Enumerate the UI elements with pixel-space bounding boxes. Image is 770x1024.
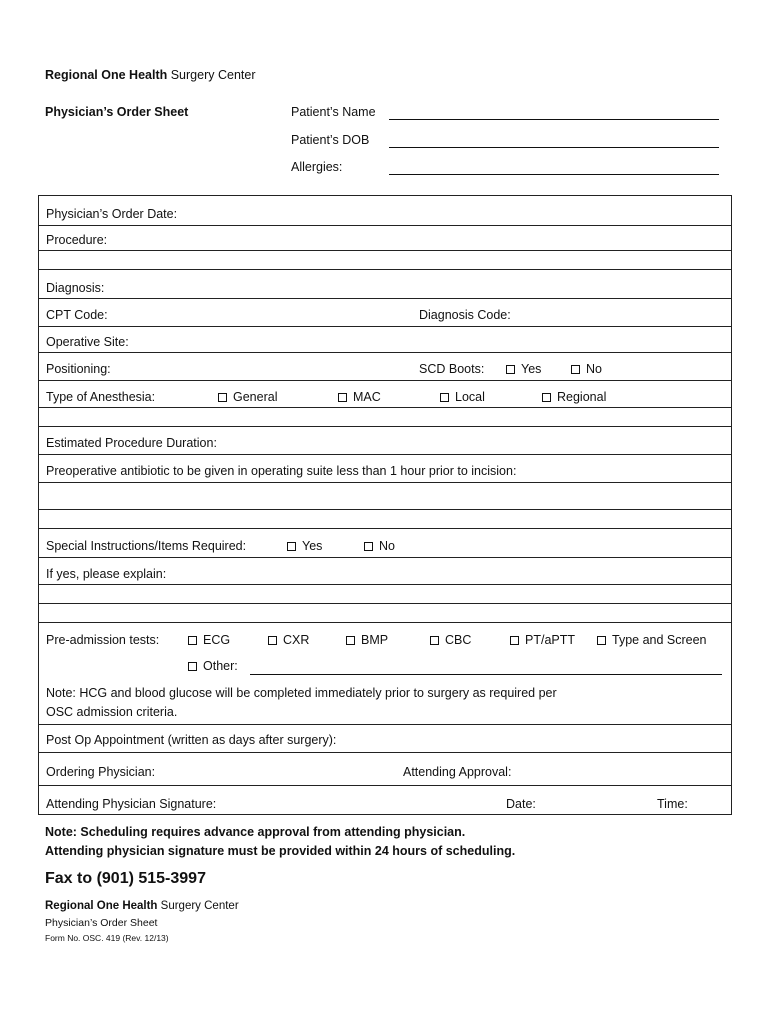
- anesthesia-local-option[interactable]: [440, 390, 485, 404]
- scd-no-option[interactable]: [571, 362, 602, 376]
- allergies-label: Allergies:: [291, 160, 343, 174]
- special-no-label: No: [379, 539, 395, 553]
- test-bmp-option[interactable]: [346, 633, 388, 647]
- test-other-option[interactable]: [188, 659, 238, 673]
- antibiotic-label: Preoperative antibiotic to be given in operating suite less than 1 hour prior to incision:: [46, 464, 517, 478]
- positioning-label: Positioning:: [46, 362, 111, 376]
- test-ecg-label: ECG: [203, 633, 231, 647]
- preadmission-label: Pre-admission tests:: [46, 633, 160, 647]
- order-date-label: Physician’s Order Date:: [46, 207, 178, 221]
- form-title: Physician’s Order Sheet: [45, 105, 189, 119]
- checkbox-icon[interactable]: [542, 393, 551, 402]
- scd-no-label: No: [586, 362, 602, 376]
- org-name: [45, 68, 255, 82]
- checkbox-icon[interactable]: [268, 636, 277, 645]
- footer-org-name: [45, 900, 239, 912]
- checkbox-icon[interactable]: [440, 393, 449, 402]
- time-label: Time:: [657, 797, 688, 811]
- scheduling-note: Note: Scheduling requires advance approval from attending physician.: [45, 825, 466, 839]
- test-cbc-option[interactable]: [430, 633, 471, 647]
- fax-number: Fax to (901) 515-3997: [45, 870, 206, 887]
- procedure-label: Procedure:: [46, 233, 108, 247]
- test-cxr-option[interactable]: [268, 633, 309, 647]
- test-bmp-label: BMP: [361, 633, 389, 647]
- hcg-note-line2: OSC admission criteria.: [46, 705, 178, 719]
- form-number: Form No. OSC. 419 (Rev. 12/13): [45, 933, 169, 943]
- checkbox-icon[interactable]: [338, 393, 347, 402]
- special-no-option[interactable]: [364, 539, 395, 553]
- checkbox-icon[interactable]: [430, 636, 439, 645]
- test-ecg-option[interactable]: [188, 633, 230, 647]
- checkbox-icon[interactable]: [188, 636, 197, 645]
- checkbox-icon[interactable]: [597, 636, 606, 645]
- test-other-label: Other:: [203, 659, 238, 673]
- patient-name-label: Patient’s Name: [291, 105, 376, 119]
- special-yes-option[interactable]: [287, 539, 322, 553]
- anesthesia-label: Type of Anesthesia:: [46, 390, 156, 404]
- postop-label: Post Op Appointment (written as days after surgery):: [46, 733, 337, 747]
- anesthesia-mac-option[interactable]: [338, 390, 381, 404]
- allergies-line[interactable]: [389, 174, 719, 175]
- footer-org-bold: Regional One Health: [45, 900, 158, 912]
- patient-dob-label: Patient’s DOB: [291, 133, 370, 147]
- anesthesia-mac-label: MAC: [353, 390, 381, 404]
- date-label: Date:: [506, 797, 536, 811]
- operative-site-label: Operative Site:: [46, 335, 129, 349]
- signature-note: Attending physician signature must be provided within 24 hours of scheduling.: [45, 844, 516, 858]
- order-form-table: [38, 195, 732, 815]
- checkbox-icon[interactable]: [287, 542, 296, 551]
- cpt-code-label: CPT Code:: [46, 308, 108, 322]
- anesthesia-general-option[interactable]: [218, 390, 277, 404]
- footer-sheet-name: Physician’s Order Sheet: [45, 917, 158, 929]
- test-ptaptt-label: PT/aPTT: [525, 633, 576, 647]
- patient-name-line[interactable]: [389, 119, 719, 120]
- footer-org-rest: Surgery Center: [157, 900, 239, 912]
- attending-approval-label: Attending Approval:: [403, 765, 512, 779]
- test-type-screen-label: Type and Screen: [612, 633, 707, 647]
- scd-boots-label: SCD Boots:: [419, 362, 485, 376]
- explain-label: If yes, please explain:: [46, 567, 167, 581]
- org-name-bold: Regional One Health: [45, 68, 168, 82]
- checkbox-icon[interactable]: [506, 365, 515, 374]
- scd-yes-option[interactable]: [506, 362, 541, 376]
- patient-dob-line[interactable]: [389, 147, 719, 148]
- checkbox-icon[interactable]: [346, 636, 355, 645]
- checkbox-icon[interactable]: [188, 662, 197, 671]
- test-cxr-label: CXR: [283, 633, 310, 647]
- test-cbc-label: CBC: [445, 633, 472, 647]
- anesthesia-regional-label: Regional: [557, 390, 607, 404]
- anesthesia-local-label: Local: [455, 390, 485, 404]
- special-instructions-label: Special Instructions/Items Required:: [46, 539, 247, 553]
- checkbox-icon[interactable]: [218, 393, 227, 402]
- special-yes-label: Yes: [302, 539, 323, 553]
- other-test-line[interactable]: [250, 674, 722, 675]
- signature-label: Attending Physician Signature:: [46, 797, 217, 811]
- ordering-physician-label: Ordering Physician:: [46, 765, 156, 779]
- scd-yes-label: Yes: [521, 362, 542, 376]
- duration-label: Estimated Procedure Duration:: [46, 436, 217, 450]
- test-ptaptt-option[interactable]: [510, 633, 575, 647]
- diagnosis-code-label: Diagnosis Code:: [419, 308, 511, 322]
- checkbox-icon[interactable]: [364, 542, 373, 551]
- hcg-note-line1: Note: HCG and blood glucose will be completed immediately prior to surgery as required per: [46, 686, 557, 700]
- checkbox-icon[interactable]: [510, 636, 519, 645]
- diagnosis-label: Diagnosis:: [46, 281, 105, 295]
- checkbox-icon[interactable]: [571, 365, 580, 374]
- anesthesia-general-label: General: [233, 390, 278, 404]
- test-type-screen-option[interactable]: [597, 633, 707, 647]
- anesthesia-regional-option[interactable]: [542, 390, 606, 404]
- org-name-rest: Surgery Center: [167, 68, 256, 82]
